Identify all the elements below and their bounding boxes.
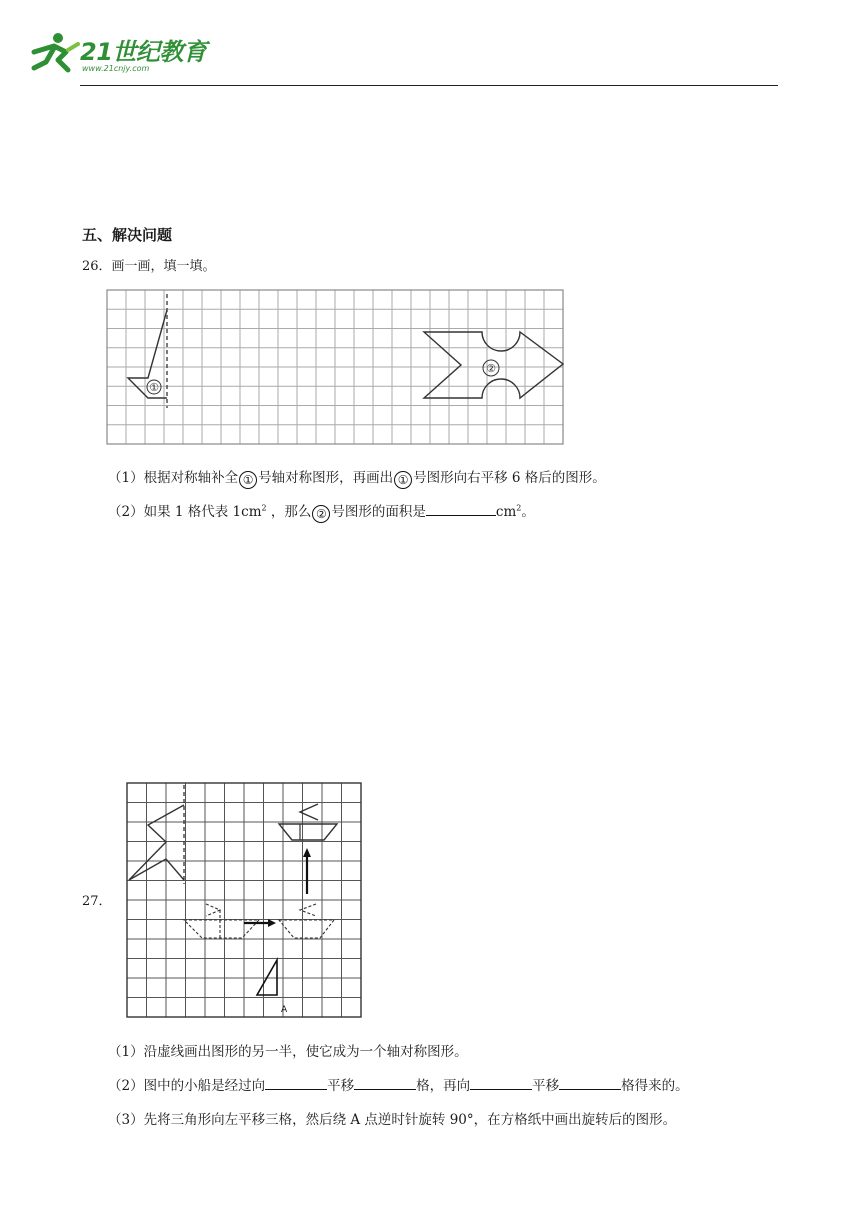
boat-hull xyxy=(279,824,337,840)
point-a-label: A xyxy=(281,1005,288,1015)
dashed-boat-hull-2 xyxy=(279,920,334,938)
question-27-part-1: （1）沿虚线画出图形的另一半，使它成为一个轴对称图形。 xyxy=(108,1044,468,1060)
grid-figure-27 xyxy=(124,780,364,1022)
dashed-boat-sail xyxy=(206,904,220,916)
question-27-label: 27． xyxy=(82,894,112,909)
figure-1-label: ① xyxy=(149,381,159,394)
logo-url: www.21cnjy.com xyxy=(82,64,150,73)
figure-27-half xyxy=(129,805,184,880)
question-26-part-2: （2）如果 1 格代表 $1cm^2$ ，那么 ② 号图形的面积是 $cm^2$。 xyxy=(108,500,535,523)
steps-blank-2[interactable] xyxy=(559,1075,621,1090)
grid-figure-26 xyxy=(106,288,564,446)
steps-blank-1[interactable] xyxy=(354,1075,416,1090)
question-26-label: 26．画一画，填一填。 xyxy=(82,259,216,274)
area-answer-blank[interactable] xyxy=(426,501,496,516)
question-27-part-3: （3）先将三角形向左平移三格，然后绕 A 点逆时针旋转 90°，在方格纸中画出旋转后的图形。 xyxy=(108,1112,677,1128)
logo xyxy=(28,30,207,80)
question-27-part-2: （2）图中的小船是经过向 平移 格，再向 平移 格得来的。 xyxy=(108,1074,689,1094)
header-divider xyxy=(80,85,778,86)
direction-blank-2[interactable] xyxy=(470,1075,532,1090)
figure-2-label: ② xyxy=(486,362,496,375)
direction-blank-1[interactable] xyxy=(265,1075,327,1090)
section-title: 五、解决问题 xyxy=(82,226,173,244)
question-26-part-1: （1）根据对称轴补全 ① 号轴对称图形，再画出 ① 号图形向右平移 6 格后的图形。 xyxy=(108,470,606,487)
runner-logo-icon xyxy=(28,30,80,76)
logo-text: 21世纪教育 xyxy=(80,38,207,66)
